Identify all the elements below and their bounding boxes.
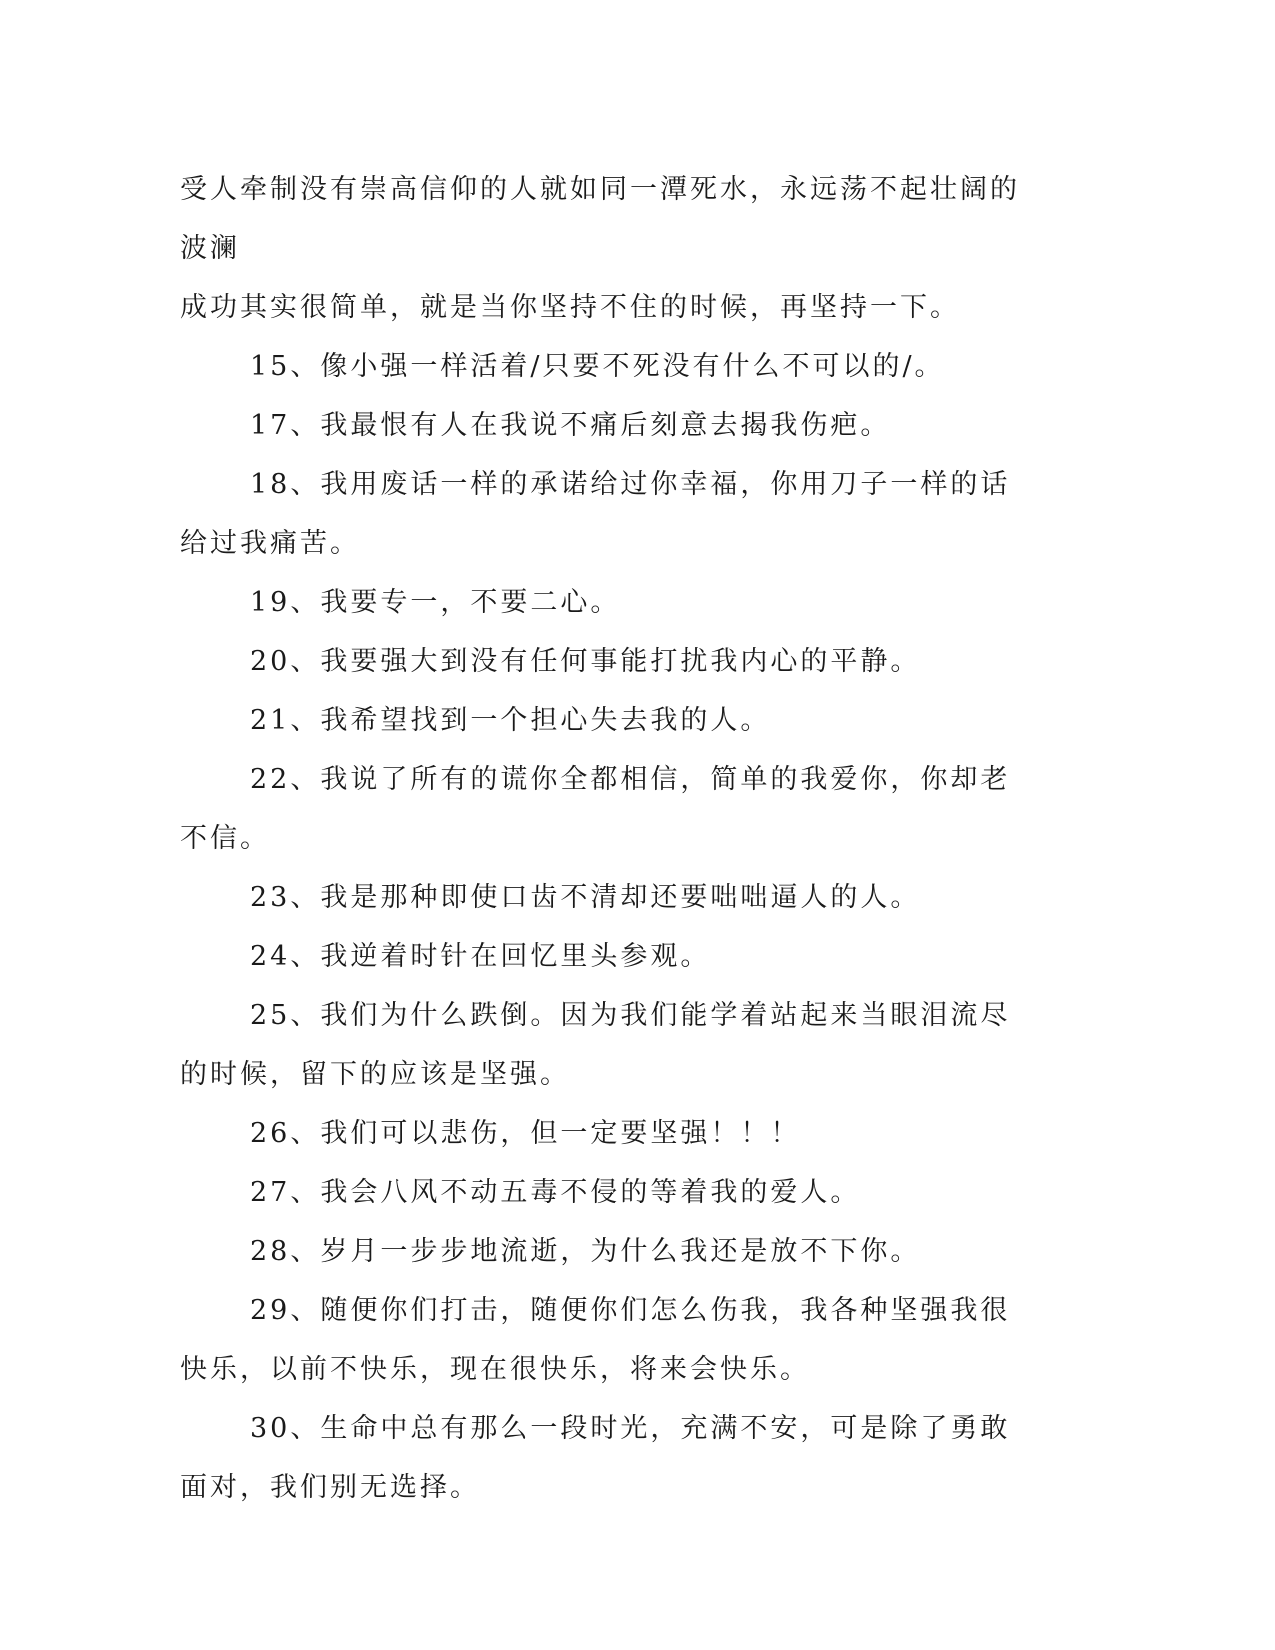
paragraph-28: 28、岁月一步步地流逝，为什么我还是放不下你。 (250, 1236, 921, 1267)
paragraph-19: 19、我要专一，不要二心。 (250, 587, 621, 618)
paragraph-2: 成功其实很简单，就是当你坚持不住的时候，再坚持一下。 (180, 292, 960, 323)
paragraph-23: 23、我是那种即使口齿不清却还要咄咄逼人的人。 (250, 882, 921, 913)
paragraph-1: 受人牵制没有崇高信仰的人就如同一潭死水，永远荡不起壮阔的波澜 (180, 174, 1020, 264)
paragraph-27: 27、我会八风不动五毒不侵的等着我的爱人。 (250, 1177, 861, 1208)
paragraph-25: 25、我们为什么跌倒。因为我们能学着站起来当眼泪流尽的时候，留下的应该是坚强。 (180, 1000, 1011, 1090)
paragraph-20: 20、我要强大到没有任何事能打扰我内心的平静。 (250, 646, 921, 677)
paragraph-21: 21、我希望找到一个担心失去我的人。 (250, 705, 771, 736)
paragraph-17: 17、我最恨有人在我说不痛后刻意去揭我伤疤。 (250, 410, 891, 441)
paragraph-30: 30、生命中总有那么一段时光，充满不安，可是除了勇敢面对，我们别无选择。 (180, 1413, 1011, 1503)
document-body (180, 160, 1030, 1517)
paragraph-26: 26、我们可以悲伤，但一定要坚强！！！ (250, 1118, 801, 1149)
paragraph-22: 22、我说了所有的谎你全都相信，简单的我爱你，你却老不信。 (180, 764, 1011, 854)
paragraph-24: 24、我逆着时针在回忆里头参观。 (250, 941, 711, 972)
paragraph-15: 15、像小强一样活着/只要不死没有什么不可以的/。 (250, 351, 945, 382)
paragraph-18: 18、我用废话一样的承诺给过你幸福，你用刀子一样的话给过我痛苦。 (180, 469, 1011, 559)
paragraph-29: 29、随便你们打击，随便你们怎么伤我，我各种坚强我很快乐，以前不快乐，现在很快乐，将来会快乐。 (180, 1295, 1011, 1385)
